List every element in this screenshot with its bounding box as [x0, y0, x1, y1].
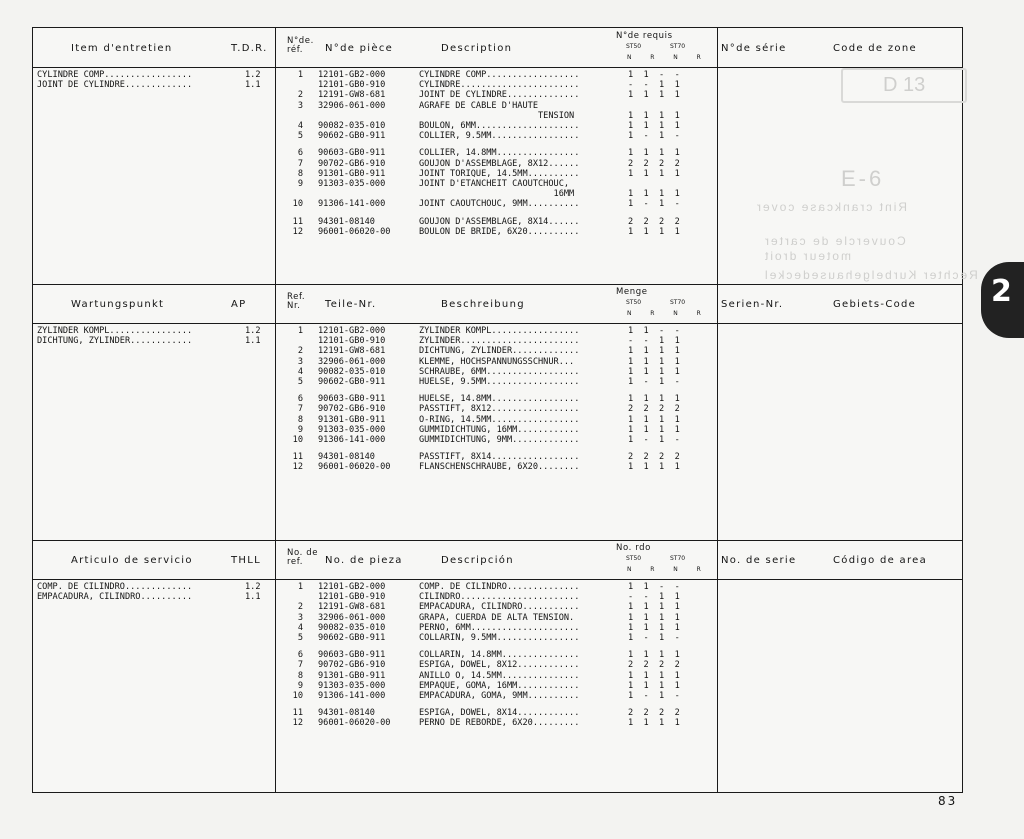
row-ref: 5	[297, 131, 303, 142]
row-part-number: 91303-035-000	[318, 179, 386, 189]
row-quantity: 1 1 1 1	[628, 226, 680, 237]
row-description: ESPIGA, DOWEL, 8X14............	[419, 708, 580, 719]
table-header	[33, 540, 962, 580]
row-description: GUMMIDICHTUNG, 9MM.............	[419, 435, 580, 445]
row-quantity: 1 1 1 1	[628, 462, 680, 473]
parts-table-frame	[32, 27, 978, 793]
row-part-number: 32906-061-000	[318, 100, 386, 111]
row-part-number: 90602-GB0-911	[318, 633, 386, 643]
row-part-number: 90602-GB0-911	[318, 131, 386, 142]
row-description: 16MM	[419, 189, 575, 200]
row-quantity: 1 1 1 1	[628, 680, 680, 691]
ghost-french-2: moteur droit	[763, 249, 852, 263]
service-item-name: DICHTUNG, ZYLINDER............	[37, 336, 193, 347]
row-description: PERNO DE REBORDE, 6X20.........	[419, 718, 580, 729]
row-quantity: - - 1 1	[628, 336, 680, 347]
row-part-number: 90603-GB0-911	[318, 148, 386, 159]
ghost-german: Rechter Kurbelgehausedeckel	[763, 268, 978, 282]
row-description: TENSION	[419, 110, 575, 121]
table-header	[33, 28, 962, 68]
row-description: DICHTUNG, ZYLINDER.............	[419, 346, 580, 357]
row-quantity: - - 1 1	[628, 592, 680, 603]
row-description: COLLIER, 14.8MM................	[419, 148, 580, 159]
header-description: Descripción	[441, 555, 514, 566]
row-description: SCHRAUBE, 6MM..................	[419, 366, 580, 377]
row-part-number: 94301-08140	[318, 452, 375, 463]
row-part-number: 32906-061-000	[318, 612, 386, 623]
row-part-number: 91306-141-000	[318, 435, 386, 445]
row-part-number: 12101-GB2-000	[318, 582, 386, 592]
row-part-number: 12101-GB2-000	[318, 326, 386, 336]
header-part-number: Teile-Nr.	[325, 299, 377, 310]
row-description: HUELSE, 14.8MM.................	[419, 394, 580, 405]
section-tab-label: 2	[991, 274, 1012, 309]
row-ref: 7	[297, 158, 303, 169]
row-description: KLEMME, HOCHSPANNUNGSSCHNUR...	[419, 356, 575, 367]
row-part-number: 12101-GB2-000	[318, 70, 386, 80]
row-ref: 10	[292, 435, 303, 445]
header-serial: No. de serie	[721, 555, 797, 566]
row-part-number: 91301-GB0-911	[318, 168, 386, 179]
service-item-name: EMPACADURA, CILINDRO..........	[37, 592, 193, 603]
row-description: BOULON, 6MM....................	[419, 121, 580, 131]
header-tdr: T.D.R.	[231, 43, 268, 54]
row-description: COMP. DE CILINDRO..............	[419, 582, 580, 592]
row-quantity: 1 1 1 1	[628, 90, 680, 101]
row-quantity: 1 1 - -	[628, 326, 680, 336]
row-ref: 6	[297, 394, 303, 405]
row-part-number: 90702-GB6-910	[318, 660, 386, 671]
row-ref: 12	[292, 462, 303, 473]
row-quantity: 1 1 1 1	[628, 168, 680, 179]
row-description: JOINT DE CYLINDRE..............	[419, 90, 580, 101]
row-ref: 12	[292, 226, 303, 237]
row-quantity: 1 1 1 1	[628, 424, 680, 435]
row-quantity: 1 1 1 1	[628, 718, 680, 729]
section-spanish	[33, 540, 962, 792]
row-part-number: 91303-035-000	[318, 680, 386, 691]
row-part-number: 12101-GB0-910	[318, 80, 386, 91]
row-ref: 1	[297, 326, 303, 336]
row-quantity: 2 2 2 2	[628, 158, 680, 169]
row-quantity: 1 1 1 1	[628, 189, 680, 200]
row-ref: 1	[297, 70, 303, 80]
row-quantity: 1 - 1 -	[628, 633, 680, 643]
row-part-number: 96001-06020-00	[318, 226, 391, 237]
row-description: HUELSE, 9.5MM..................	[419, 377, 580, 387]
row-description: EMPACADURA, CILINDRO...........	[419, 602, 580, 613]
service-item-name: COMP. DE CILINDRO.............	[37, 582, 193, 592]
service-item-tdr: 1.2	[245, 70, 261, 80]
row-part-number: 12191-GW8-681	[318, 602, 386, 613]
row-ref: 2	[297, 346, 303, 357]
row-part-number: 94301-08140	[318, 708, 375, 719]
header-zone: Gebiets-Code	[833, 299, 917, 310]
row-quantity: 1 1 1 1	[628, 346, 680, 357]
row-quantity: 2 2 2 2	[628, 452, 680, 463]
row-ref: 8	[297, 168, 303, 179]
row-quantity: 1 - 1 -	[628, 377, 680, 387]
table-header	[33, 284, 962, 324]
row-ref: 2	[297, 90, 303, 101]
row-part-number: 96001-06020-00	[318, 462, 391, 473]
section-german	[33, 284, 962, 540]
row-ref: 9	[297, 680, 303, 691]
row-description: BOULON DE BRIDE, 6X20..........	[419, 226, 580, 237]
row-ref: 12	[292, 718, 303, 729]
row-ref: 5	[297, 377, 303, 387]
row-description: CILINDRO.......................	[419, 592, 580, 603]
header-st70: ST70	[670, 299, 686, 306]
header-st50: ST50	[626, 43, 642, 50]
header-ref: Ref. Nr.	[287, 292, 306, 311]
row-ref: 4	[297, 622, 303, 633]
header-serial: Serien-Nr.	[721, 299, 784, 310]
row-quantity: 1 - 1 -	[628, 199, 680, 210]
row-quantity: 1 1 1 1	[628, 148, 680, 159]
row-description: GRAPA, CUERDA DE ALTA TENSION.	[419, 612, 575, 623]
row-description: FLANSCHENSCHRAUBE, 6X20........	[419, 462, 580, 473]
header-required: Menge	[616, 287, 648, 297]
row-quantity: 1 1 1 1	[628, 121, 680, 131]
service-item-tdr: 1.1	[245, 80, 261, 91]
section-tab	[981, 262, 1024, 338]
row-description: EMPAQUE, GOMA, 16MM............	[419, 680, 580, 691]
header-ref: N°de. réf.	[287, 36, 314, 55]
row-quantity: 1 1 1 1	[628, 394, 680, 405]
header-item: Item d'entretien	[71, 43, 173, 54]
row-ref: 9	[297, 179, 303, 189]
service-item-tdr: 1.1	[245, 336, 261, 347]
header-ref: No. de ref.	[287, 548, 319, 567]
row-ref: 8	[297, 414, 303, 425]
row-quantity: 2 2 2 2	[628, 708, 680, 719]
row-quantity: 1 1 1 1	[628, 366, 680, 377]
ghost-english: Rint crankcase cover	[755, 200, 908, 214]
row-description: COLLARIN, 9.5MM................	[419, 633, 580, 643]
row-description: JOINT D'ETANCHEIT CAOUTCHOUC,	[419, 179, 570, 189]
row-description: AGRAFE DE CABLE D'HAUTE	[419, 100, 538, 111]
row-part-number: 96001-06020-00	[318, 718, 391, 729]
row-quantity: 1 - 1 -	[628, 131, 680, 142]
row-description: ANILLO O, 14.5MM...............	[419, 670, 580, 681]
row-quantity: 1 1 1 1	[628, 650, 680, 661]
header-st50: ST50	[626, 555, 642, 562]
service-item-tdr: 1.1	[245, 592, 261, 603]
ghost-box-code: D 13	[841, 68, 967, 103]
row-description: GUMMIDICHTUNG, 16MM............	[419, 424, 580, 435]
row-quantity: - - 1 1	[628, 80, 680, 91]
row-part-number: 90702-GB6-910	[318, 158, 386, 169]
service-item-tdr: 1.2	[245, 582, 261, 592]
row-quantity: 1 1 1 1	[628, 670, 680, 681]
row-quantity: 1 1 1 1	[628, 356, 680, 367]
row-ref: 11	[292, 452, 303, 463]
header-nr: N R N R	[627, 54, 706, 61]
row-description: CYLINDRE.......................	[419, 80, 580, 91]
row-part-number: 12191-GW8-681	[318, 346, 386, 357]
row-description: O-RING, 14.5MM.................	[419, 414, 580, 425]
row-quantity: 1 1 1 1	[628, 110, 680, 121]
row-quantity: 1 1 1 1	[628, 414, 680, 425]
row-description: GOUJON D'ASSEMBLAGE, 8X12......	[419, 158, 580, 169]
row-ref: 11	[292, 216, 303, 227]
row-quantity: 2 2 2 2	[628, 216, 680, 227]
row-part-number: 94301-08140	[318, 216, 375, 227]
row-description: ESPIGA, DOWEL, 8X12............	[419, 660, 580, 671]
service-item-name: ZYLINDER KOMPL................	[37, 326, 193, 336]
row-description: EMPACADURA, GOMA, 9MM..........	[419, 691, 580, 701]
row-ref: 9	[297, 424, 303, 435]
header-required: No. rdo	[616, 543, 651, 553]
row-quantity: 1 - 1 -	[628, 435, 680, 445]
header-tdr: THLL	[231, 555, 261, 566]
header-description: Description	[441, 43, 513, 54]
row-part-number: 90603-GB0-911	[318, 650, 386, 661]
header-zone: Código de area	[833, 555, 928, 566]
row-description: PASSTIFT, 8X14.................	[419, 452, 580, 463]
header-nr: N R N R	[627, 310, 706, 317]
row-description: JOINT TORIQUE, 14.5MM..........	[419, 168, 580, 179]
row-ref: 10	[292, 199, 303, 210]
row-ref: 3	[297, 612, 303, 623]
row-ref: 4	[297, 366, 303, 377]
row-description: PASSTIFT, 8X12.................	[419, 404, 580, 415]
row-part-number: 90082-035-010	[318, 622, 386, 633]
header-nr: N R N R	[627, 566, 706, 573]
row-part-number: 12101-GB0-910	[318, 592, 386, 603]
header-st70: ST70	[670, 43, 686, 50]
header-part-number: N°de pièce	[325, 43, 394, 54]
row-ref: 11	[292, 708, 303, 719]
row-part-number: 91306-141-000	[318, 691, 386, 701]
header-zone: Code de zone	[833, 43, 917, 54]
header-part-number: No. de pieza	[325, 555, 403, 566]
row-part-number: 90603-GB0-911	[318, 394, 386, 405]
row-description: GOUJON D'ASSEMBLAGE, 8X14......	[419, 216, 580, 227]
ghost-e-code: E-6	[841, 166, 885, 191]
row-part-number: 12101-GB0-910	[318, 336, 386, 347]
row-part-number: 12191-GW8-681	[318, 90, 386, 101]
row-ref: 3	[297, 100, 303, 111]
row-part-number: 91306-141-000	[318, 199, 386, 210]
row-ref: 8	[297, 670, 303, 681]
section-french	[33, 28, 962, 284]
row-part-number: 90702-GB6-910	[318, 404, 386, 415]
row-description: ZYLINDER KOMPL.................	[419, 326, 580, 336]
row-ref: 4	[297, 121, 303, 131]
header-st50: ST50	[626, 299, 642, 306]
row-part-number: 32906-061-000	[318, 356, 386, 367]
header-description: Beschreibung	[441, 299, 525, 310]
row-quantity: 1 1 1 1	[628, 622, 680, 633]
row-ref: 2	[297, 602, 303, 613]
row-ref: 6	[297, 650, 303, 661]
header-serial: N°de série	[721, 43, 787, 54]
row-part-number: 91301-GB0-911	[318, 414, 386, 425]
row-ref: 7	[297, 404, 303, 415]
row-quantity: 1 - 1 -	[628, 691, 680, 701]
header-st70: ST70	[670, 555, 686, 562]
service-item-name: JOINT DE CYLINDRE.............	[37, 80, 193, 91]
row-quantity: 2 2 2 2	[628, 404, 680, 415]
row-description: COLLIER, 9.5MM.................	[419, 131, 580, 142]
ghost-french-1: Couvercle de carter	[763, 234, 906, 248]
row-description: PERNO, 6MM.....................	[419, 622, 580, 633]
row-part-number: 90082-035-010	[318, 366, 386, 377]
row-description: ZYLINDER.......................	[419, 336, 580, 347]
service-item-name: CYLINDRE COMP.................	[37, 70, 193, 80]
row-ref: 3	[297, 356, 303, 367]
header-required: N°de requis	[616, 31, 673, 41]
row-description: JOINT CAOUTCHOUC, 9MM..........	[419, 199, 580, 210]
row-quantity: 1 1 1 1	[628, 602, 680, 613]
row-ref: 6	[297, 148, 303, 159]
row-ref: 5	[297, 633, 303, 643]
row-description: CYLINDRE COMP..................	[419, 70, 580, 80]
row-part-number: 91303-035-000	[318, 424, 386, 435]
row-ref: 10	[292, 691, 303, 701]
row-part-number: 90082-035-010	[318, 121, 386, 131]
page-number: 83	[938, 794, 958, 808]
row-description: COLLARIN, 14.8MM...............	[419, 650, 580, 661]
header-item: Wartungspunkt	[71, 299, 165, 310]
service-item-tdr: 1.2	[245, 326, 261, 336]
header-item: Articulo de servicio	[71, 555, 193, 566]
row-quantity: 1 1 1 1	[628, 612, 680, 623]
row-quantity: 1 1 - -	[628, 70, 680, 80]
row-ref: 7	[297, 660, 303, 671]
row-part-number: 90602-GB0-911	[318, 377, 386, 387]
header-tdr: AP	[231, 299, 247, 310]
row-quantity: 2 2 2 2	[628, 660, 680, 671]
row-ref: 1	[297, 582, 303, 592]
row-part-number: 91301-GB0-911	[318, 670, 386, 681]
row-quantity: 1 1 - -	[628, 582, 680, 592]
